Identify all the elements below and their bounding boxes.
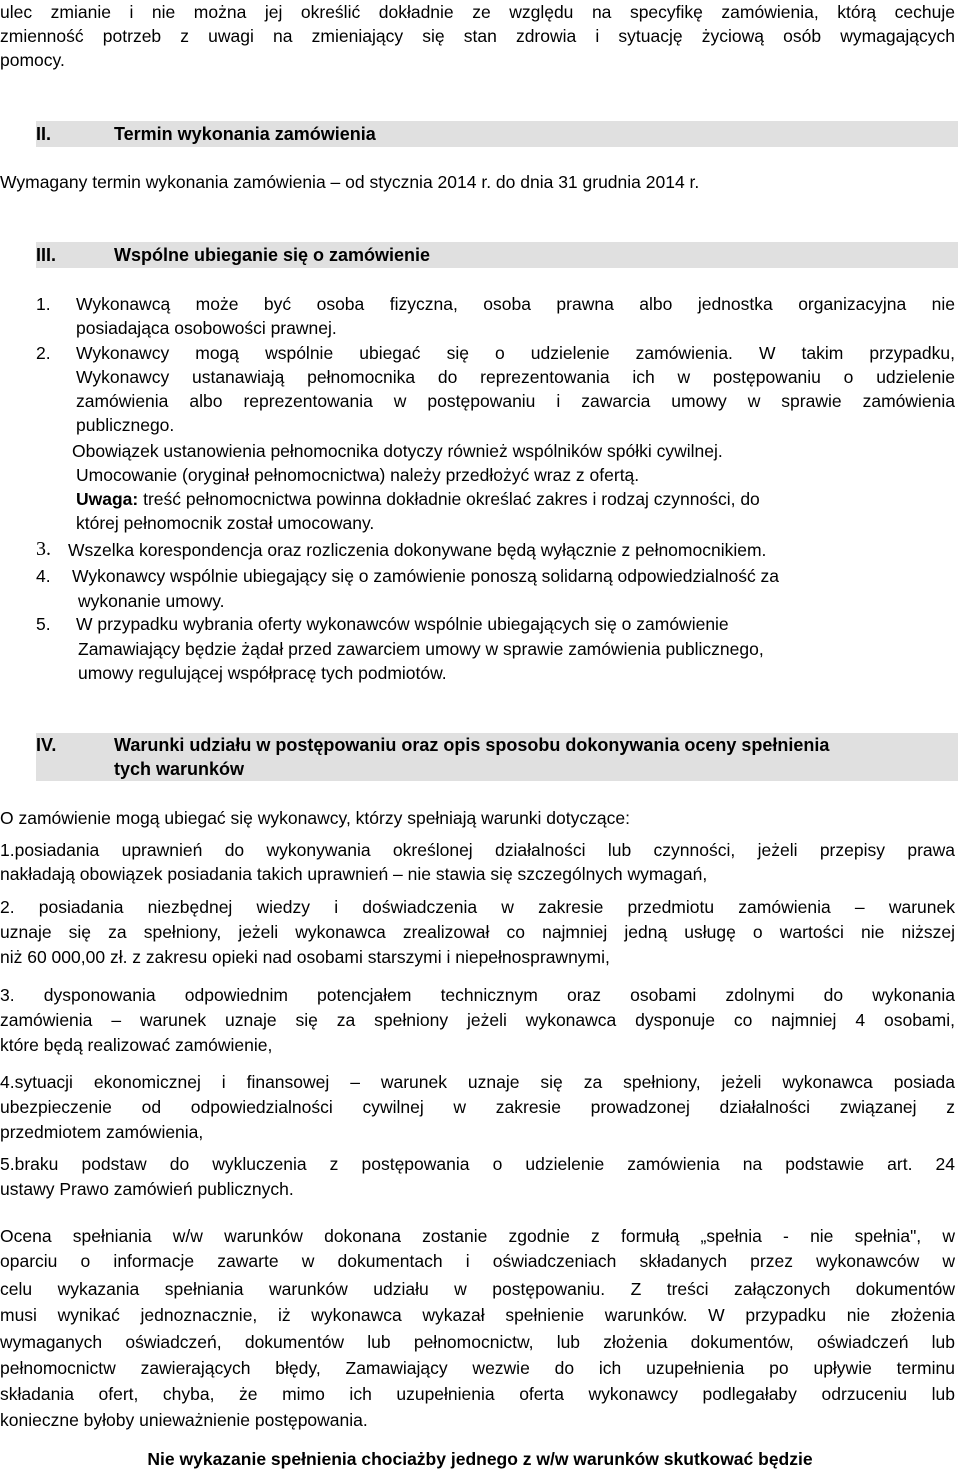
section-4-heading	[36, 733, 958, 781]
condition-2-line-3: niż 60 000,00 zł. z zakresu opieki nad osobami starszymi i niepełnosprawnymi,	[0, 947, 610, 967]
uwaga-line-1	[76, 487, 760, 511]
item-3-line-1: Wszelka korespondencja oraz rozliczenia dokonywane będą wyłącznie z pełnomocnikiem.	[68, 540, 767, 560]
item-4-number: 4.	[36, 566, 51, 586]
condition-1-line-2: nakładają obowiązek posiadania takich uprawnień – nie stawia się szczególnych wymagań,	[0, 864, 708, 884]
section-3-heading	[36, 242, 958, 268]
item-1-number: 1.	[36, 294, 51, 314]
condition-3-line-1: 3. dysponowania odpowiednim potencjałem technicznym oraz osobami zdolnymi do wykonania	[0, 985, 955, 1005]
condition-1-line-1: 1.posiadania uprawnień do wykonywania określonej działalności lub czynności, jeżeli przepisy prawa	[0, 840, 955, 860]
item-2-line-2: Wykonawcy ustanawiają pełnomocnika do reprezentowania ich w postępowaniu o udzielenie	[76, 367, 955, 387]
condition-5-line-2: ustawy Prawo zamówień publicznych.	[0, 1179, 294, 1199]
item-2-number: 2.	[36, 343, 51, 363]
assessment-line-3: celu wykazania spełniania warunków udziału w postępowaniu. Z treści załączonych dokumentów	[0, 1279, 955, 1299]
assessment-line-7: składania ofert, chyba, że mimo ich uzupełnienia oferta wykonawcy podlegałaby odrzuceniu lub	[0, 1384, 955, 1404]
item-3-number: 3.	[36, 538, 51, 560]
section-4-number: IV.	[36, 735, 57, 755]
item-5-line-1: W przypadku wybrania oferty wykonawców wspólnie ubiegających się o zamówienie	[76, 614, 729, 634]
uwaga-text-1: treść pełnomocnictwa powinna dokładnie określać zakres i rodzaj czynności, do	[138, 489, 760, 509]
section-3-number: III.	[36, 245, 57, 265]
item-2-line-3: zamówienia albo reprezentowania w postępowaniu i zawarcia umowy w sprawie zamówienia	[76, 391, 955, 411]
section-2-heading	[36, 121, 958, 147]
section-2-number: II.	[36, 124, 52, 144]
intro-line-1: ulec zmianie i nie można jej określić dokładnie ze względu na specyfikę zamówienia, którą cechuje	[0, 2, 955, 22]
assessment-line-2: oparciu o informacje zawarte w dokumentach i oświadczeniach składanych przez wykonawców w	[0, 1251, 955, 1271]
section-3-title: Wspólne ubieganie się o zamówienie	[114, 245, 431, 265]
item-2-line-6: Umocowanie (oryginał pełnomocnictwa) należy przedłożyć wraz z ofertą.	[76, 465, 640, 485]
section-2-text: Wymagany termin wykonania zamówienia – od stycznia 2014 r. do dnia 31 grudnia 2014 r.	[0, 172, 700, 192]
item-2-line-4: publicznego.	[76, 415, 175, 435]
section-4-title-line-1: Warunki udziału w postępowaniu oraz opis sposobu dokonywania oceny spełnienia	[114, 735, 830, 755]
item-1-line-1: Wykonawcą może być osoba fizyczna, osoba prawna albo jednostka organizacyjna nie	[76, 294, 955, 314]
condition-3-line-3: które będą realizować zamówienie,	[0, 1035, 273, 1055]
condition-4-line-2: ubezpieczenie od odpowiedzialności cywilnej w zakresie prowadzonej działalności związanej z	[0, 1097, 955, 1117]
assessment-line-6: pełnomocnictw zawierających błędy, Zamawiający wezwie do ich uzupełnienia po upływie terminu	[0, 1358, 955, 1378]
condition-2-line-1: 2. posiadania niezbędnej wiedzy i doświadczenia w zakresie przedmiotu zamówienia – warunek	[0, 897, 955, 917]
item-1-line-2: posiadająca osobowości prawnej.	[76, 318, 337, 338]
item-4-line-2: wykonanie umowy.	[78, 591, 225, 611]
item-5-line-2: Zamawiający będzie żądał przed zawarciem umowy w sprawie zamówienia publicznego,	[78, 639, 764, 659]
condition-3-line-2: zamówienia – warunek uznaje się za spełniony jeżeli wykonawca dysponuje co najmniej 4 osobami,	[0, 1010, 955, 1030]
section-4-title-line-2: tych warunków	[114, 759, 245, 779]
assessment-line-4: musi wynikać jednoznacznie, iż wykonawca wykazał spełnienie warunków. W przypadku nie złożenia	[0, 1305, 955, 1325]
intro-line-2: zmienność potrzeb z uwagi na zmieniający się stan zdrowia i sytuację życiową osób wymagających	[0, 26, 955, 46]
condition-2-line-2: uznaje się za spełniony, jeżeli wykonawca zrealizował co najmniej jedną usługę o wartości nie niższej	[0, 922, 955, 942]
assessment-line-5: wymaganych oświadczeń, dokumentów lub pełnomocnictw, lub złożenia dokumentów, oświadczeń lub	[0, 1332, 955, 1352]
assessment-line-8: konieczne byłoby unieważnienie postępowania.	[0, 1410, 368, 1430]
section-2-title: Termin wykonania zamówienia	[114, 124, 376, 144]
condition-4-line-1: 4.sytuacji ekonomicznej i finansowej – warunek uznaje się za spełniony, jeżeli wykonawca posiada	[0, 1072, 955, 1092]
condition-4-line-3: przedmiotem zamówienia,	[0, 1122, 204, 1142]
item-2-line-1: Wykonawcy mogą wspólnie ubiegać się o udzielenie zamówienia. W takim przypadku,	[76, 343, 955, 363]
intro-line-3: pomocy.	[0, 50, 65, 70]
condition-5-line-1: 5.braku podstaw do wykluczenia z postępowania o udzielenie zamówienia na podstawie art. 24	[0, 1154, 955, 1174]
assessment-line-1: Ocena spełniania w/w warunków dokonana zostanie zgodnie z formułą „spełnia - nie spełnia", w	[0, 1226, 955, 1246]
item-2-line-5: Obowiązek ustanowienia pełnomocnika dotyczy również wspólników spółki cywilnej.	[72, 441, 723, 461]
item-5-line-3: umowy regulującej współpracę tych podmiotów.	[78, 663, 447, 683]
uwaga-line-2: której pełnomocnik został umocowany.	[76, 513, 375, 533]
conditions-lead: O zamówienie mogą ubiegać się wykonawcy, którzy spełniają warunki dotyczące:	[0, 808, 630, 828]
uwaga-label: Uwaga:	[76, 489, 139, 509]
item-4-line-1: Wykonawcy wspólnie ubiegający się o zamówienie ponoszą solidarną odpowiedzialność za	[72, 566, 780, 586]
final-note: Nie wykazanie spełnienia chociażby jednego z w/w warunków skutkować będzie	[147, 1449, 813, 1469]
item-5-number: 5.	[36, 614, 51, 634]
